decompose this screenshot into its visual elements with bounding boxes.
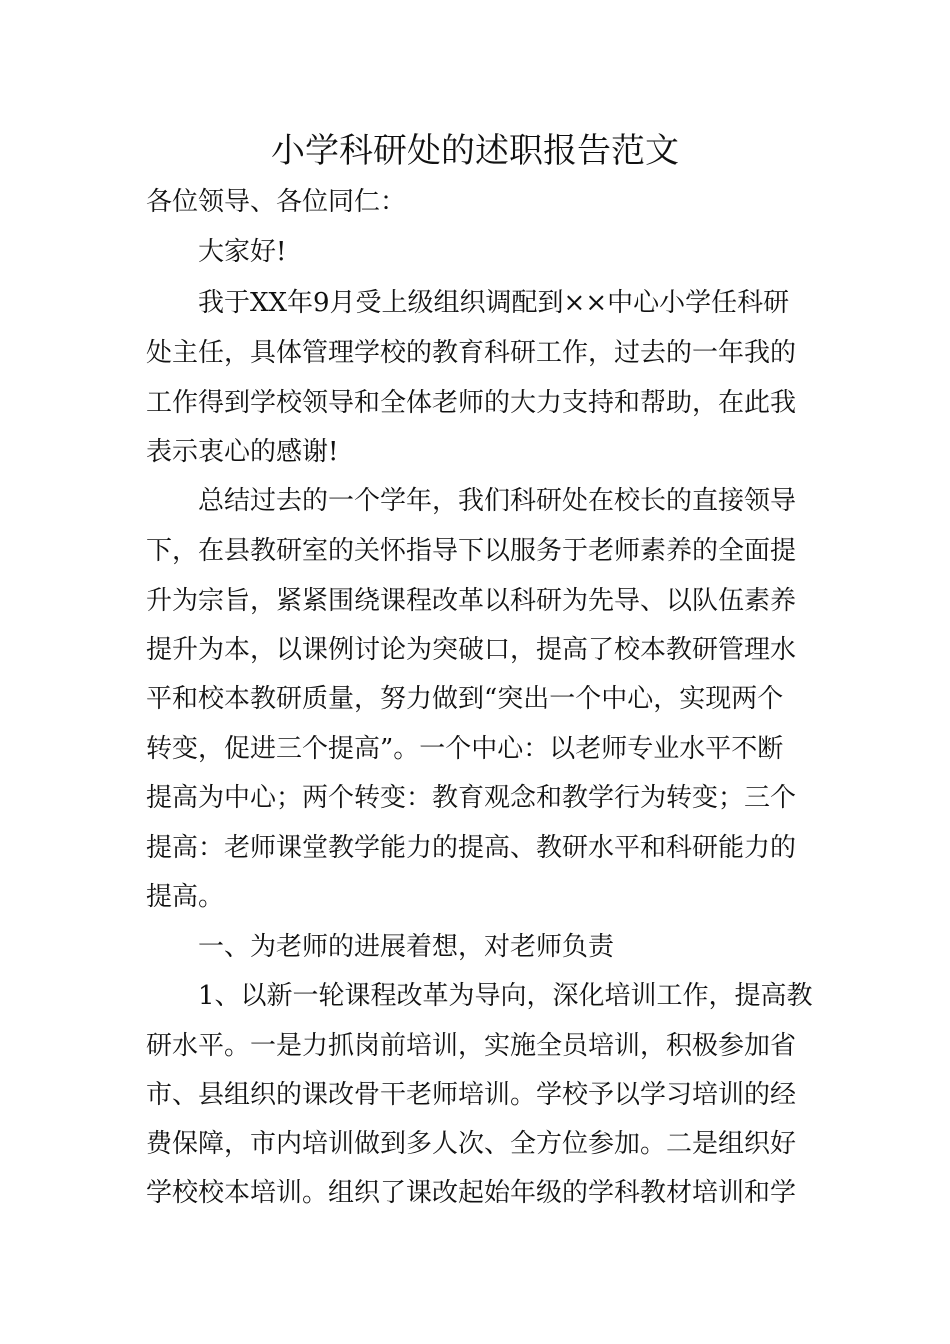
body-line: 提高：老师课堂教学能力的提高、教研水平和科研能力的 (146, 833, 797, 863)
body-line: 处主任，具体管理学校的教育科研工作，过去的一年我的 (146, 338, 797, 368)
body-line: 表示衷心的感谢! (146, 437, 339, 467)
body-line: 学校校本培训。组织了课改起始年级的学科教材培训和学 (146, 1178, 797, 1208)
salutation-line: 各位领导、各位同仁： (146, 187, 407, 217)
greeting-line: 大家好! (198, 237, 287, 267)
body-line: 费保障，市内培训做到多人次、全方位参加。二是组织好 (146, 1129, 797, 1159)
body-line: 我于XX年9月受上级组织调配到××中心小学任科研 (198, 288, 790, 318)
body-line: 提高为中心；两个转变：教育观念和教学行为转变；三个 (146, 783, 797, 813)
document-title: 小学科研处的述职报告范文 (271, 131, 679, 171)
body-line: 升为宗旨，紧紧围绕课程改革以科研为先导、以队伍素养 (146, 586, 797, 616)
body-line: 工作得到学校领导和全体老师的大力支持和帮助，在此我 (146, 388, 797, 418)
body-line: 提升为本，以课例讨论为突破口，提高了校本教研管理水 (146, 635, 797, 665)
body-line: 提高。 (146, 882, 225, 912)
body-line: 平和校本教研质量，努力做到“突出一个中心，实现两个 (146, 684, 784, 714)
body-line: 总结过去的一个学年，我们科研处在校长的直接领导 (198, 486, 797, 516)
body-line: 转变，促进三个提高”。一个中心：以老师专业水平不断 (146, 734, 784, 764)
body-line: 市、县组织的课改骨干老师培训。学校予以学习培训的经 (146, 1080, 797, 1110)
body-line: 研水平。一是力抓岗前培训，实施全员培训，积极参加省 (146, 1031, 797, 1061)
section-heading: 一、为老师的进展着想，对老师负责 (198, 932, 615, 962)
body-line: 1、以新一轮课程改革为导向，深化培训工作，提高教 (198, 981, 813, 1011)
body-line: 下，在县教研室的关怀指导下以服务于老师素养的全面提 (146, 536, 797, 566)
